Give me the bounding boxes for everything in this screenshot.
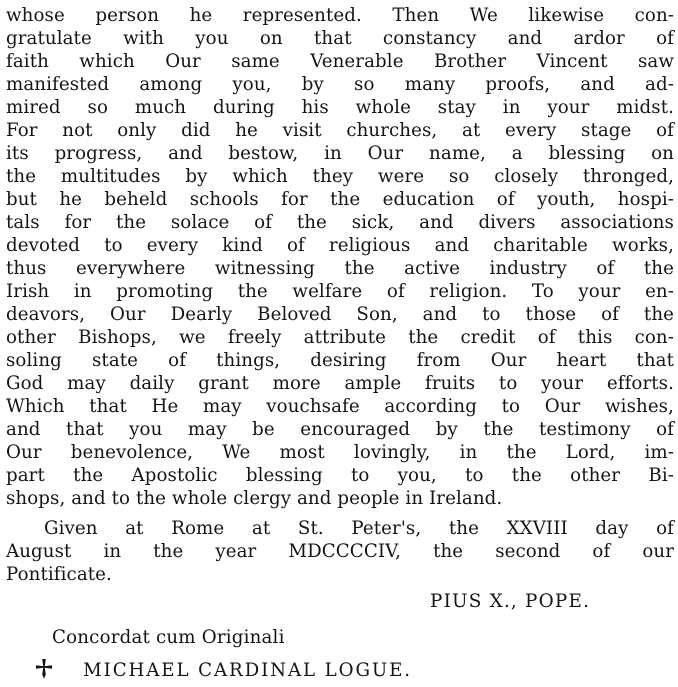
body-line: Irish in promoting the welfare of religion. To your en- <box>6 281 674 302</box>
concordat-note: Concordat cum Originali <box>52 627 285 648</box>
body-line: other Bishops, we freely attribute the credit of this con- <box>6 327 674 348</box>
closing-line: Given at Rome at St. Peter's, the XXVIII day of <box>44 518 674 539</box>
cardinal-signature-row <box>34 659 412 685</box>
body-line: shops, and to the whole clergy and people in Ireland. <box>6 488 503 509</box>
closing-line: August in the year MDCCCCIV, the second of our <box>6 541 674 562</box>
body-line: gratulate with you on that constancy and ardor of <box>6 28 674 49</box>
body-line: its progress, and bestow, in Our name, a blessing on <box>6 143 674 164</box>
body-line: thus everywhere witnessing the active industry of the <box>6 258 674 279</box>
body-line: and that you may be encouraged by the testimony of <box>6 419 674 440</box>
body-line: God may daily grant more ample fruits to your efforts. <box>6 373 674 394</box>
papal-signature: PIUS X., POPE. <box>430 591 591 612</box>
body-line: mired so much during his whole stay in your midst. <box>6 97 674 118</box>
body-line: manifested among you, by so many proofs, and ad- <box>6 74 674 95</box>
body-line: For not only did he visit churches, at every stage of <box>6 120 674 141</box>
body-line: faith which Our same Venerable Brother Vincent saw <box>6 51 674 72</box>
body-line: devoted to every kind of religious and charitable works, <box>6 235 674 256</box>
body-line: but he beheld schools for the education of youth, hospi- <box>6 189 674 210</box>
body-line: Our benevolence, We most lovingly, in the Lord, im- <box>6 442 674 463</box>
cardinal-name: MICHAEL CARDINAL LOGUE. <box>83 660 412 681</box>
body-line: Which that He may vouchsafe according to Our wishes, <box>6 396 674 417</box>
body-line: soling state of things, desiring from Our heart that <box>6 350 674 371</box>
body-line: whose person he represented. Then We likewise con- <box>6 5 674 26</box>
cross-pattee-icon <box>34 659 54 679</box>
body-line: the multitudes by which they were so closely thronged, <box>6 166 674 187</box>
body-line: deavors, Our Dearly Beloved Son, and to those of the <box>6 304 674 325</box>
body-line: tals for the solace of the sick, and divers associations <box>6 212 674 233</box>
body-line: part the Apostolic blessing to you, to the other Bi- <box>6 465 674 486</box>
closing-line: Pontificate. <box>6 564 112 585</box>
